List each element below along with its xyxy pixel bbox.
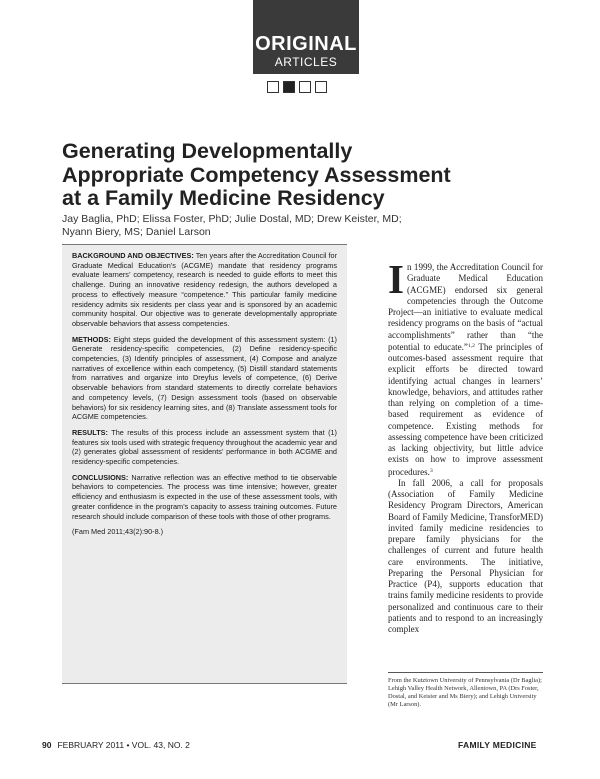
abstract-background [72,251,337,329]
indicator-square [315,81,327,93]
author-list [62,213,542,239]
abstract-label: CONCLUSIONS: [72,472,129,482]
abstract-methods [72,335,337,422]
body-column [388,256,544,635]
page-footer [42,740,190,750]
abstract-results [72,428,337,467]
author-line: Jay Baglia, PhD; Elissa Foster, PhD; Julie Dostal, MD; Drew Keister, MD; [62,213,402,225]
indicator-square [267,81,279,93]
section-indicator [267,81,331,99]
abstract-conclusions [72,473,337,522]
body-paragraph [388,256,543,478]
banner-subtitle: ARTICLES [274,55,338,69]
title-line: Generating Developmentally [62,139,353,163]
abstract-box [62,244,347,684]
author-affiliation: From the Kutztown University of Pennsylvania (Dr Baglia); Lehigh Valley Health Network, Allentown, PA (Drs Foster, Dostal, and Keister and Ms Biery); and Lehigh University (Mr Larson). [388,672,543,709]
reference-superscript: 1,2 [467,342,475,349]
body-text: The principles of outcomes-based assessment require that explicit efforts be directed toward identifying actual changes in learners’ knowledge, behaviors, and attitudes rather than relying on completion of a time-based requirement as evidence of competence. Existing methods for assessing competence have been criticized as lacking objectivity, but little advice exists on how to improve assessment procedures. [388,341,543,477]
banner-title: ORIGINAL [255,33,357,55]
journal-name: FAMILY MEDICINE [458,740,537,750]
abstract-citation: (Fam Med 2011;43(2):90-8.) [72,527,164,537]
reference-superscript: 3 [429,467,433,474]
page-number: 90 [42,740,52,750]
abstract-label: METHODS: [72,334,111,344]
body-text: n 1999, the Accreditation Council for Graduate Medical Education (ACGME) endorsed six general competencies through the Outcome Project—an initiative to evaluate medical residency programs on the basis of “actual accomplishments” rather than “the potential to educate.” [388,262,543,352]
indicator-square-active [283,81,295,93]
abstract-text: Ten years after the Accreditation Council for Graduate Medical Education’s (ACGME) mandate that residency programs evaluate learners’ competency, research is needed to guide efforts to meet this challenge. During an innovative residency redesign, the authors developed a process to effectively measure “competence.” This particular family medicine residency admits six residents per class year and is sponsored by an academic community hospital. Our objective was to generate developmentally appropriate observable behaviors that assess competencies. [72,251,337,328]
section-banner [253,0,359,74]
abstract-label: BACKGROUND AND OBJECTIVES: [72,251,194,260]
issue-info: FEBRUARY 2011 • VOL. 43, NO. 2 [57,740,190,750]
abstract-label: RESULTS: [72,427,108,437]
article-title [62,140,542,211]
title-line: at a Family Medicine Residency [62,186,385,210]
abstract-text: The results of this process include an assessment system that (1) features six tools used with strategic frequency throughout the academic year and (2) generates global assessment of residents’ performance in both ACGME and residency-specific competencies. [72,427,337,467]
abstract-text: Narrative reflection was an effective method to tie observable behaviors to competencies. The process was time intensive; however, greater efficiency and enthusiasm is expected in the use of these assessment tools, with greater confidence in the program’s capacity to assess training outcomes. Future research should include comparison of these tools with those of other programs. [72,472,337,521]
abstract-text: Eight steps guided the development of this assessment system: (1) Generate residency-specific competencies, (2) Define residency-specific competencies, (3) Identify principles of assessment, (4) Compose and analyze narratives of excellence within each competency, (5) Distill standard statements from narratives and organize into Dreyfus levels of competence, (6) Derive observable behaviors from standard statements to directly correlate behaviors and competency levels, (7) Design assessment tools (based on observable behaviors) for six residency learning sites, and (8) Translate assessment tools for ACGME competencies. [72,334,337,422]
drop-cap: I [388,256,404,302]
indicator-square [299,81,311,93]
body-paragraph: In fall 2006, a call for proposals (Association of Family Medicine Residency Program Directors, American Board of Family Medicine, TransforMED) invited family medicine residencies to prepare family physicians for the challenges of current and future health care environments. The initiative, Preparing the Personal Physician for Practice (P4), supports education that trains family medicine residents to provide personalized and continuous care to their patients and to respond to an increasingly complex [388,477,544,634]
title-line: Appropriate Competency Assessment [62,162,451,187]
author-line: Nyann Biery, MS; Daniel Larson [62,226,211,238]
